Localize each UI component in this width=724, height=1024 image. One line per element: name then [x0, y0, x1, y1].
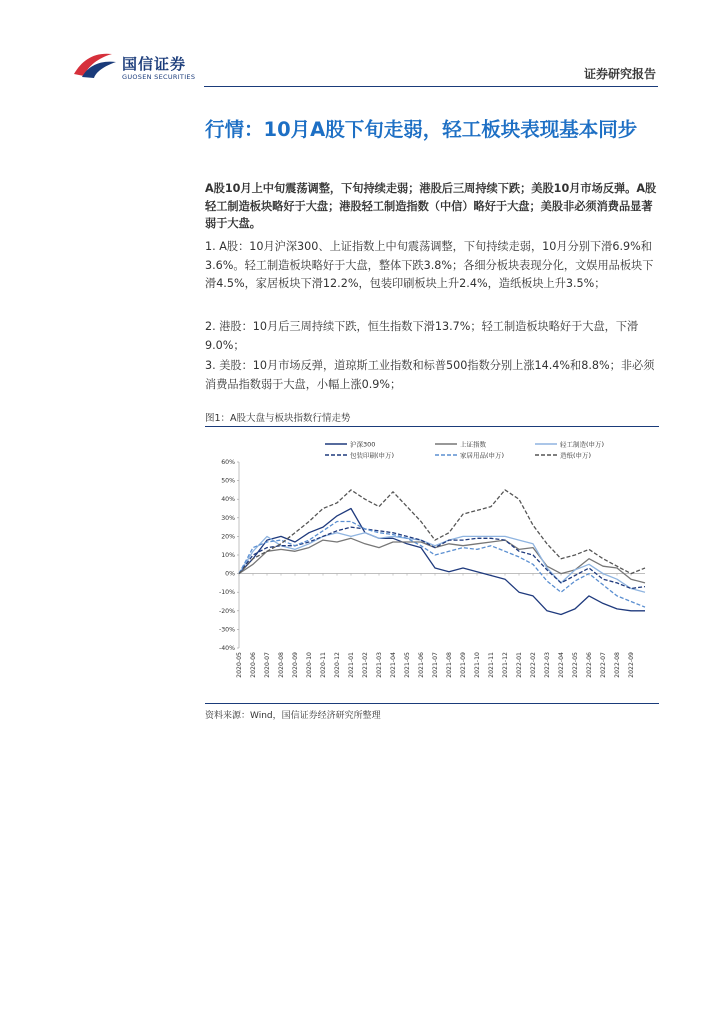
x-tick-label: 2021-10 — [474, 652, 481, 678]
x-tick-label: 2020-12 — [334, 652, 341, 678]
x-tick-label: 2021-04 — [390, 652, 397, 678]
x-tick-label: 2021-07 — [432, 652, 439, 678]
summary-paragraph: A股10月上中旬震荡调整，下旬持续走弱；港股后三周持续下跌；美股10月市场反弹。A股轻工制造板块略好于大盘；港股轻工制造指数（中信）略好于大盘；美股非必须消费品显著弱于大盘。 — [205, 182, 657, 230]
x-tick-label: 2022-04 — [558, 652, 565, 678]
x-tick-label: 2021-09 — [460, 652, 467, 678]
figure-top-rule — [205, 426, 659, 427]
legend-label: 轻工制造(申万) — [560, 440, 605, 449]
paragraph-us-share: 3. 美股：10月市场反弹，道琼斯工业指数和标普500指数分别上涨14.4%和8.8%；非必须消费品指数弱于大盘，小幅上涨0.9%； — [205, 359, 655, 391]
y-tick-label: 30% — [221, 514, 235, 522]
y-tick-label: -40% — [219, 645, 235, 652]
x-tick-label: 2020-07 — [264, 652, 271, 678]
x-tick-label: 2020-10 — [306, 652, 313, 678]
y-tick-label: 0% — [225, 570, 235, 578]
x-tick-label: 2021-01 — [348, 652, 355, 678]
x-tick-label: 2022-08 — [614, 652, 621, 678]
series-lines — [239, 490, 645, 615]
y-tick-label: 20% — [221, 533, 235, 541]
y-tick-label: 40% — [221, 496, 235, 504]
series-line — [239, 490, 645, 574]
logo-mark-icon — [72, 50, 118, 80]
x-tick-label: 2020-08 — [278, 652, 285, 678]
header-divider — [204, 86, 658, 87]
chart-legend — [325, 440, 604, 460]
x-tick-label: 2022-03 — [544, 652, 551, 678]
x-tick-label: 2021-12 — [502, 652, 509, 678]
series-line — [239, 509, 645, 615]
figure-bottom-rule — [205, 703, 659, 704]
x-tick-label: 2022-07 — [600, 652, 607, 678]
company-logo — [72, 46, 212, 86]
legend-label: 家居用品(申万) — [460, 451, 505, 460]
x-tick-label: 2020-11 — [320, 652, 327, 678]
x-tick-label: 2021-05 — [404, 652, 411, 678]
x-tick-label: 2021-06 — [418, 652, 425, 678]
figure-title: 图1：A股大盘与板块指数行情走势 — [205, 413, 351, 424]
y-tick-label: -30% — [219, 626, 235, 634]
logo-chinese-name: 国信证券 — [122, 55, 187, 73]
legend-label: 沪深300 — [350, 440, 376, 449]
x-tick-label: 2022-05 — [572, 652, 579, 678]
y-tick-label: -20% — [219, 607, 235, 615]
x-axis — [236, 574, 645, 678]
x-tick-label: 2021-08 — [446, 652, 453, 678]
paragraph-hk-share: 2. 港股：10月后三周持续下跌，恒生指数下滑13.7%；轻工制造板块略好于大盘，下滑9.0%； — [205, 320, 639, 352]
y-tick-label: 10% — [221, 552, 235, 559]
report-type-label: 证券研究报告 — [583, 67, 656, 81]
x-tick-label: 2022-01 — [516, 652, 523, 678]
section-title: 行情：10月A股下旬走弱，轻工板块表现基本同步 — [205, 118, 638, 141]
legend-label: 造纸(申万) — [560, 451, 592, 460]
figure-source-note: 资料来源：Wind，国信证券经济研究所整理 — [205, 711, 381, 721]
x-tick-label: 2021-03 — [376, 652, 383, 678]
x-tick-label: 2022-02 — [530, 652, 537, 678]
y-tick-label: 60% — [221, 459, 235, 466]
y-axis — [219, 459, 239, 652]
legend-label: 包装印刷(申万) — [350, 451, 395, 460]
index-trend-line-chart — [205, 430, 659, 702]
legend-label: 上证指数 — [460, 440, 486, 449]
paragraph-a-share: 1. A股：10月沪深300、上证指数上中旬震荡调整，下旬持续走弱，10月分别下滑6.9%和3.6%。轻工制造板块略好于大盘，整体下跌3.8%；各细分板块表现分化，文娱用品板块下滑4.5%，家居板块下滑12.2%，包装印刷板块上升2.4%，造纸板块上升3.5%； — [205, 240, 654, 290]
y-tick-label: -10% — [219, 589, 235, 597]
x-tick-label: 2020-09 — [292, 652, 299, 678]
series-line — [239, 522, 645, 608]
y-tick-label: 50% — [221, 477, 235, 485]
x-tick-label: 2021-11 — [488, 652, 495, 678]
x-tick-label: 2022-09 — [628, 652, 635, 678]
page-header — [72, 46, 658, 91]
x-tick-label: 2022-06 — [586, 652, 593, 678]
logo-english-name: GUOSEN SECURITIES — [122, 73, 196, 81]
x-tick-label: 2020-05 — [236, 652, 243, 678]
x-tick-label: 2020-06 — [250, 652, 257, 678]
x-tick-label: 2021-02 — [362, 652, 369, 678]
